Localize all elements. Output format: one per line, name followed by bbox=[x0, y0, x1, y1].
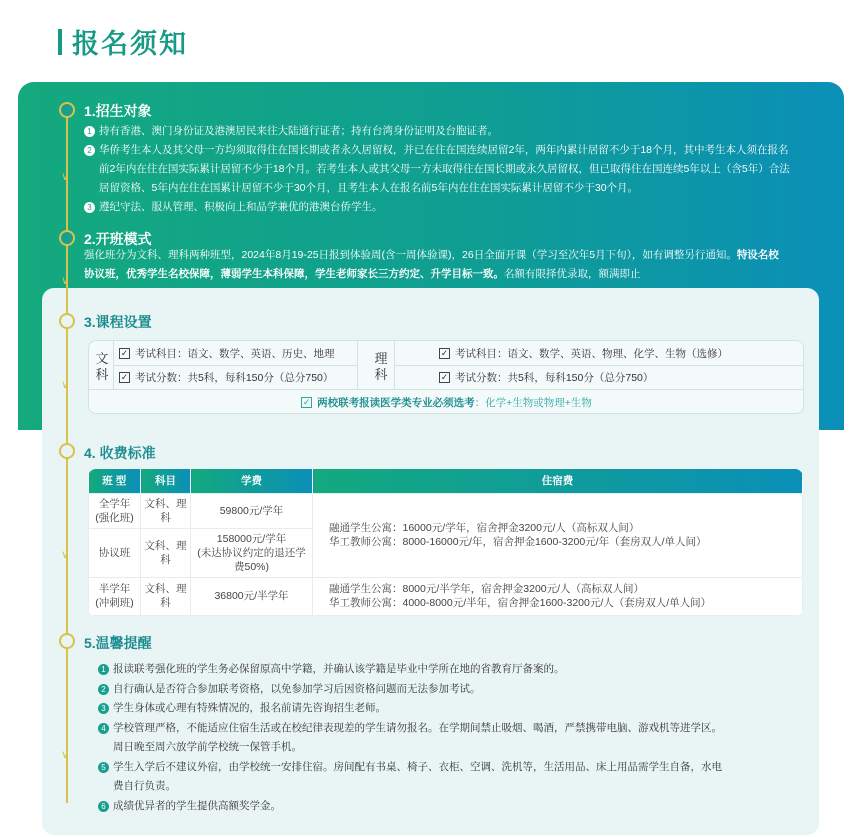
table-row bbox=[89, 577, 803, 615]
cell bbox=[191, 528, 313, 577]
text-bold: 特设名校 bbox=[736, 249, 779, 261]
checkbox-icon: ✓ bbox=[302, 396, 311, 407]
number-6-icon: 6 bbox=[98, 801, 109, 812]
list-item: 学校管理严格，不能适应住宿生活或在校纪律表现差的学生请勿报名。在学期间禁止吸烟、喝酒，严禁携带电脑、游戏机等进学区。 bbox=[113, 721, 722, 734]
list-item: 周日晚至周六放学前学校统一保管手机。 bbox=[113, 741, 302, 753]
cell: 全学年 (强化班) bbox=[89, 493, 141, 528]
course-box bbox=[88, 340, 804, 414]
section-heading: 1.招生对象 bbox=[84, 103, 152, 119]
list-item: 自行确认是否符合参加联考资格，以免参加学习后因资格问题而无法参加考试。 bbox=[113, 682, 481, 695]
number-1-icon: 1 bbox=[84, 126, 95, 137]
cell: 文科、理科 bbox=[141, 528, 191, 577]
fee: 158000元/学年 bbox=[216, 532, 287, 545]
section-1-list bbox=[84, 122, 814, 217]
text-bold: 协议班，优秀学生名校保障，薄弱学生本科保障，学生老师家长三方约定、升学目标一致。 bbox=[84, 268, 504, 280]
number-3-icon: 3 bbox=[84, 202, 95, 213]
section-2-text bbox=[84, 246, 814, 284]
table-header bbox=[89, 469, 803, 493]
table-row bbox=[89, 493, 803, 528]
text: 名额有限择优录取，额满即止 bbox=[504, 268, 641, 280]
dorm-line: 华工教师公寓：8000-16000元/年，宿舍押金1600-3200元/年（套房双人/单人间） bbox=[329, 536, 707, 548]
header-cell: 班 型 bbox=[89, 469, 141, 493]
note-text: ：化学+生物或物理+生物 bbox=[474, 396, 592, 409]
cell: 半学年 (冲刺班) bbox=[89, 577, 141, 615]
list-item: 遵纪守法、服从管理、积极向上和品学兼优的港澳台侨学生。 bbox=[99, 201, 383, 213]
dorm-line: 华工教师公寓：4000-8000元/半年，宿舍押金1600-3200元/人（套房双人/单人间） bbox=[329, 597, 712, 609]
list-item: 持有香港、澳门身份证及港澳居民来往大陆通行证者；持有台湾身份证明及台胞证者。 bbox=[99, 125, 498, 137]
number-2-icon: 2 bbox=[84, 145, 95, 156]
checkbox-icon: ✓ bbox=[440, 371, 449, 382]
list-item: 报读联考强化班的学生务必保留原高中学籍，并确认该学籍是毕业中学所在地的省教育厅备案的。 bbox=[113, 663, 565, 675]
cell: 协议班 bbox=[89, 528, 141, 577]
cell bbox=[313, 577, 803, 615]
number-3-icon: 3 bbox=[98, 703, 109, 714]
list-item: 成绩优异者的学生提供高额奖学金。 bbox=[113, 799, 281, 812]
number-1-icon: 1 bbox=[98, 664, 109, 675]
list-item: 费自行负责。 bbox=[113, 780, 176, 792]
timeline-dot-icon bbox=[59, 230, 75, 246]
timeline-dot-icon bbox=[59, 102, 75, 118]
section-heading: 5.温馨提醒 bbox=[84, 635, 152, 651]
text: 强化班分为文科、理科两种班型，2024年8月19-25日报到体验周(含一周体验课)，26日全面开课（学习至次年5月下旬），如有调整另行通知。 bbox=[84, 249, 737, 261]
chevron-down-icon: ∨ bbox=[61, 171, 70, 183]
header-cell: 学费 bbox=[191, 469, 313, 493]
title-text: 报名须知 bbox=[72, 29, 188, 59]
list-item: 学生入学后不建议外宿，由学校统一安排住宿。房间配有书桌、椅子、衣柜、空调、洗机等，生活用品、床上用品需学生自备，水电 bbox=[113, 760, 722, 773]
cell bbox=[313, 493, 803, 577]
section-heading: 3.课程设置 bbox=[84, 314, 152, 330]
text: 考试分数：共5科，每科150分（总分750） bbox=[455, 371, 654, 384]
cell: 文科、理科 bbox=[141, 577, 191, 615]
list-item: 居留资格、5年内在住在国累计居留不少于30个月，且考生本人在报名前5年内在住在国实际累计居留不少于30个月。 bbox=[99, 182, 639, 194]
timeline-line bbox=[66, 115, 68, 803]
chevron-down-icon: ∨ bbox=[61, 379, 70, 391]
cell: 36800元/半学年 bbox=[191, 577, 313, 615]
number-4-icon: 4 bbox=[98, 723, 109, 734]
number-2-icon: 2 bbox=[98, 684, 109, 695]
cell: 59800元/学年 bbox=[191, 493, 313, 528]
checkbox-icon: ✓ bbox=[120, 347, 129, 358]
timeline-dot-icon bbox=[59, 443, 75, 459]
list-item: 学生身体或心理有特殊情况的，报名前请先咨询招生老师。 bbox=[113, 702, 386, 714]
fee-table bbox=[88, 469, 803, 616]
chevron-down-icon: ∨ bbox=[61, 275, 70, 287]
header-cell: 住宿费 bbox=[313, 469, 803, 493]
section-heading: 2.开班模式 bbox=[84, 231, 152, 247]
text: 考试科目：语文、数学、英语、物理、化学、生物（选修） bbox=[455, 347, 728, 360]
list-item: 华侨考生本人及其父母一方均须取得住在国长期或者永久居留权，并已在住在国连续居留2年，两年内累计居留不少于18个月，其中考生本人须在报名 bbox=[99, 144, 789, 156]
dorm-line: 融通学生公寓：16000元/学年，宿舍押金3200元/人（高标双人间） bbox=[329, 522, 640, 534]
chevron-down-icon: ∨ bbox=[61, 549, 70, 561]
section-heading: 4. 收费标准 bbox=[84, 445, 156, 461]
text: 考试分数：共5科，每科150分（总分750） bbox=[135, 371, 334, 384]
dorm-line: 融通学生公寓：8000元/半学年，宿舍押金3200元/人（高标双人间） bbox=[329, 583, 645, 595]
chevron-down-icon: ∨ bbox=[61, 749, 70, 761]
fee-note: (未达协议约定的退还学费50%) bbox=[197, 546, 306, 573]
cell: 文科、理科 bbox=[141, 493, 191, 528]
timeline-dot-icon bbox=[59, 313, 75, 329]
header-cell: 科目 bbox=[141, 469, 191, 493]
text: 考试科目：语文、数学、英语、历史、地理 bbox=[135, 347, 335, 360]
wen-label: 文科 bbox=[95, 351, 109, 382]
tips-list bbox=[98, 660, 798, 816]
note-bold: 两校联考报读医学类专业必须选考 bbox=[317, 396, 475, 409]
title-bar bbox=[58, 29, 62, 55]
number-5-icon: 5 bbox=[98, 762, 109, 773]
timeline-dot-icon bbox=[59, 633, 75, 649]
list-item: 前2年内在住在国实际累计居留不少于18个月。若考生本人或其父母一方未取得住在国长期或永久居留权，但已取得住在国连续5年以上（含5年）合法 bbox=[99, 163, 790, 175]
li-label: 理科 bbox=[374, 351, 388, 382]
checkbox-icon: ✓ bbox=[440, 347, 449, 358]
checkbox-icon: ✓ bbox=[120, 371, 129, 382]
page-title bbox=[58, 22, 188, 61]
